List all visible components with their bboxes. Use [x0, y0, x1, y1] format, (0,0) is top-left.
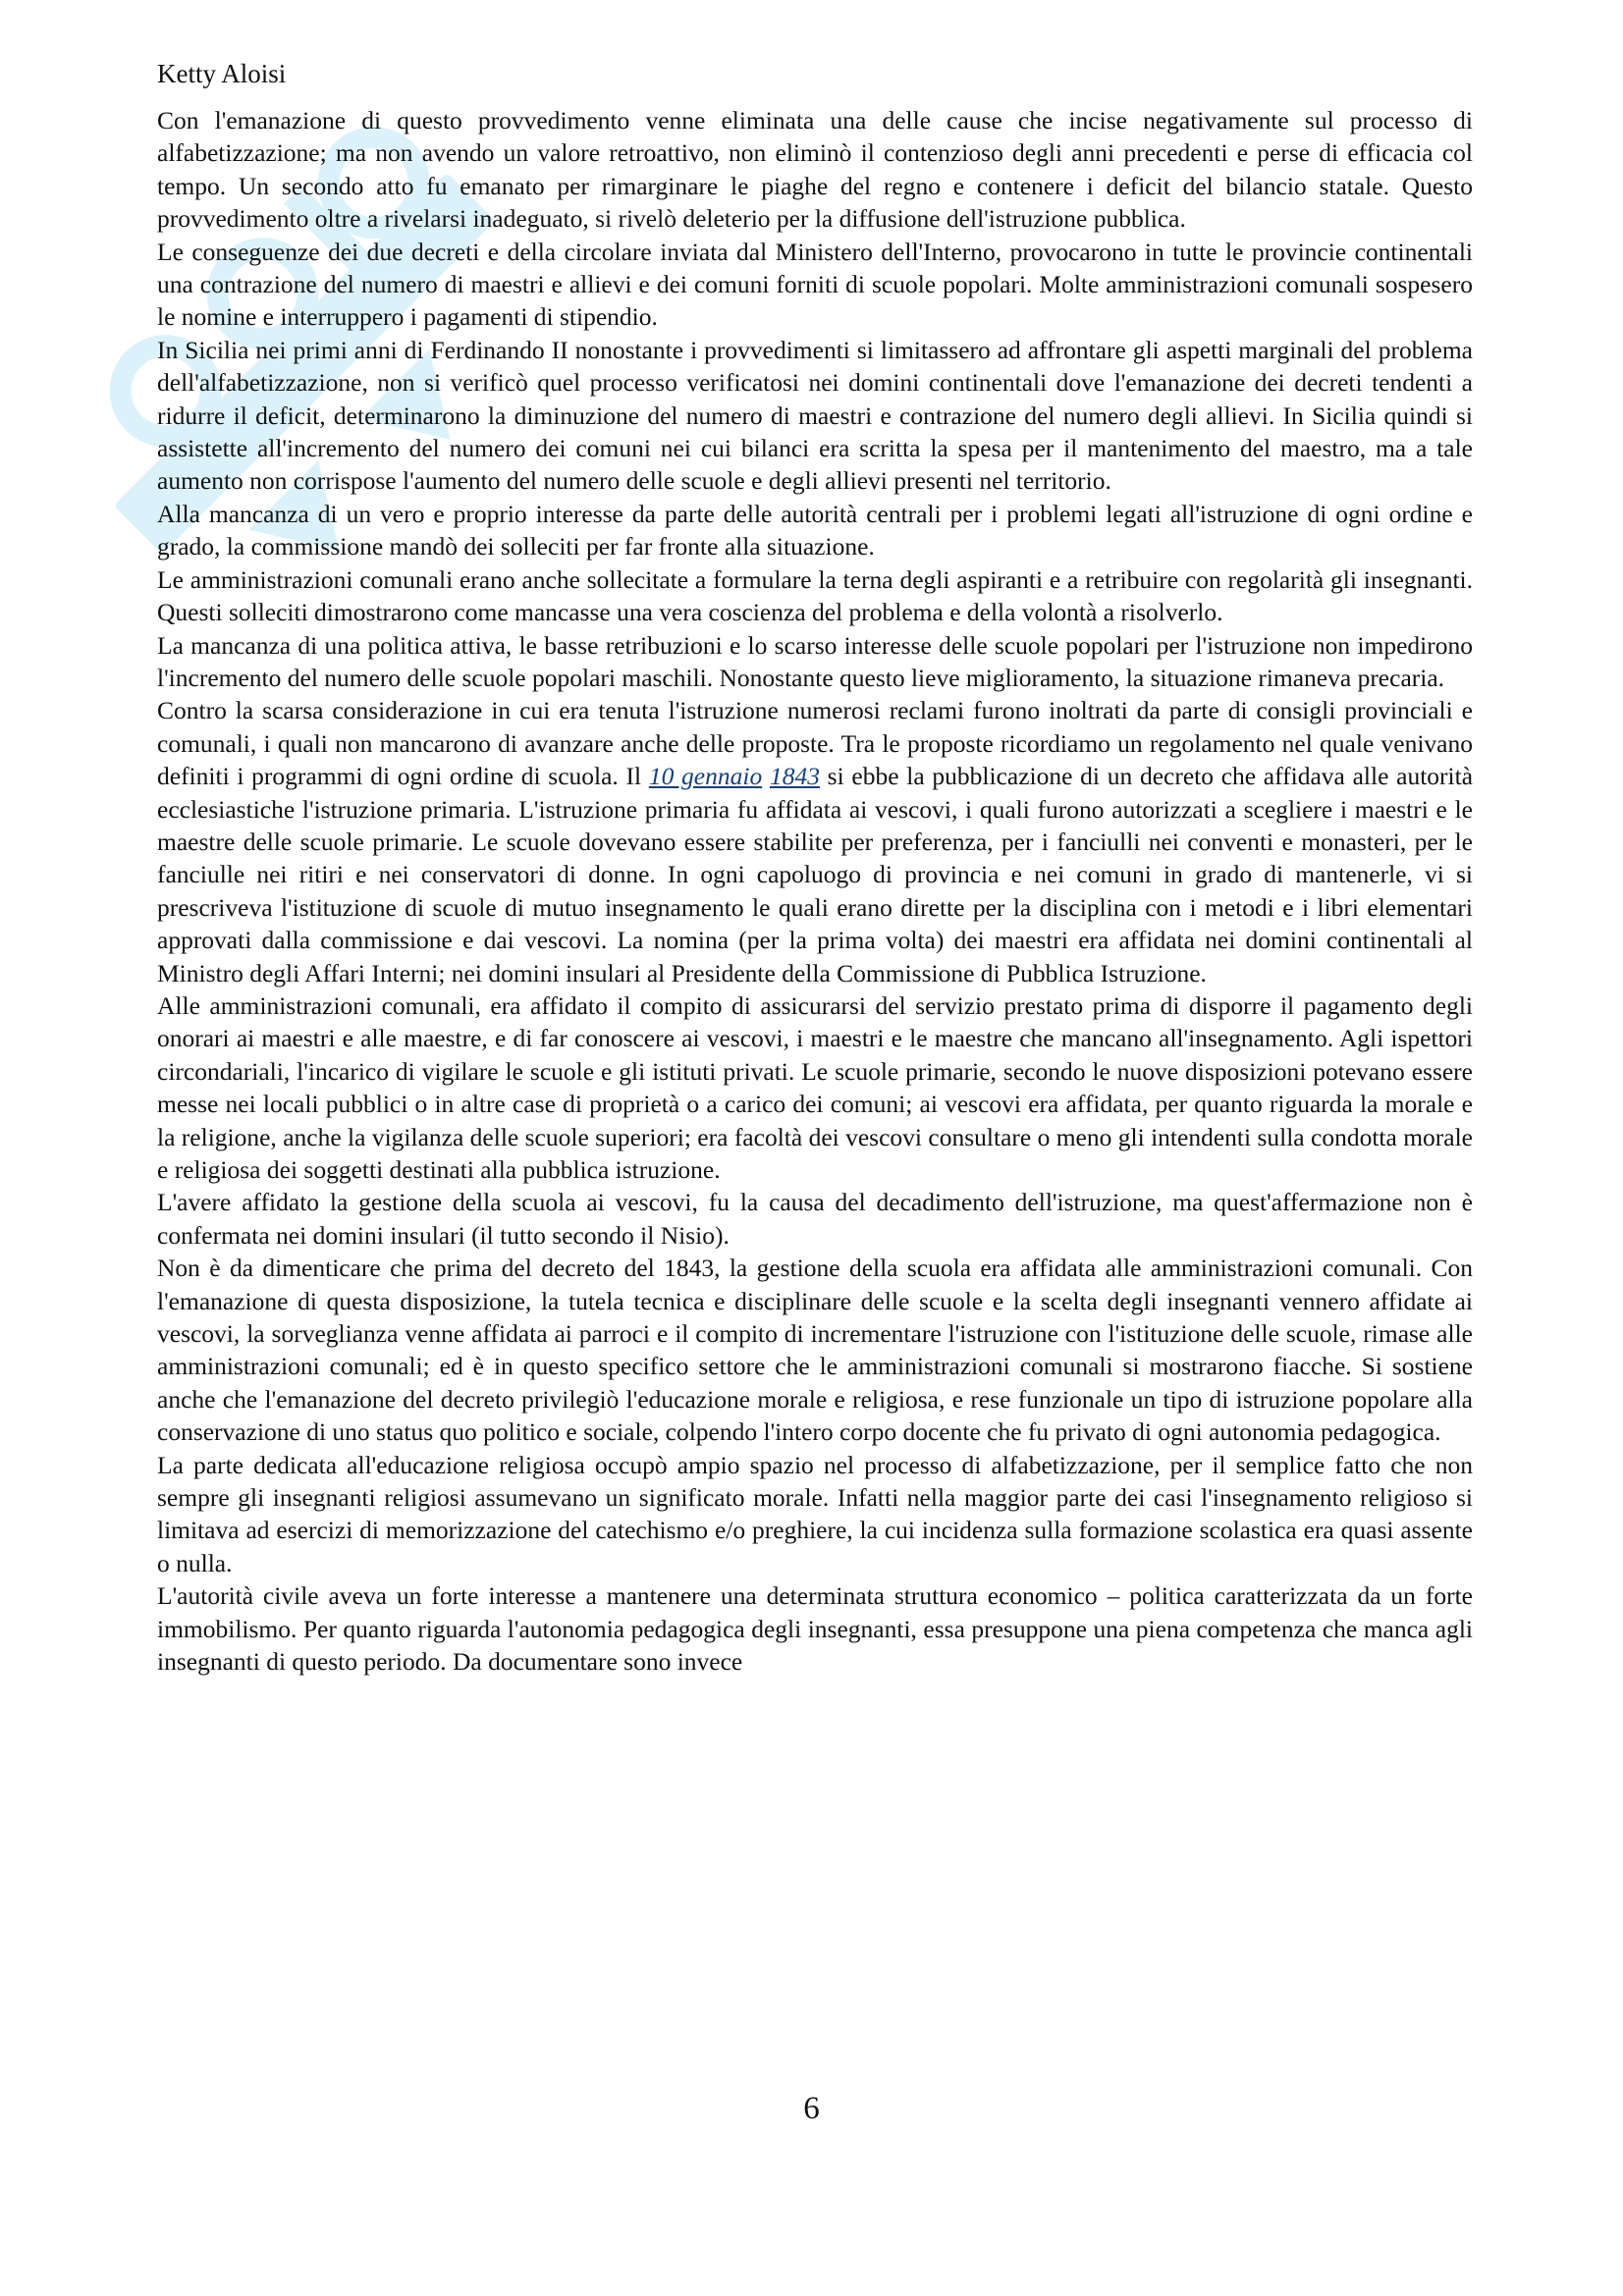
paragraph-7 — [157, 694, 1473, 989]
paragraph-9: L'avere affidato la gestione della scuola ai vescovi, fu la causa del decadimento dell'istruzione, ma quest'affermazione non è confermata nei domini insulari (il tutto secondo il Nisio). — [157, 1188, 1473, 1250]
date-link[interactable]: 10 gennaio — [648, 762, 763, 791]
year-link[interactable]: 1843 — [769, 762, 820, 791]
paragraph-3: In Sicilia nei primi anni di Ferdinando II nonostante i provvedimenti si limitassero ad affrontare gli aspetti marginali del problema dell'alfabetizzazione, non si verificò quel processo verificatosi nei domini continentali dove l'emanazione dei decreti tendenti a ridurre il deficit, determinarono la diminuzione del numero di maestri e contrazione del numero degli allievi. In Sicilia quindi si assistette all'incremento del numero dei comuni nei cui bilanci era scritta la spesa per il mantenimento del maestro, ma a tale aumento non corrispose l'aumento del numero delle scuole e degli allievi presenti nel territorio. — [157, 335, 1473, 496]
paragraph-11: La parte dedicata all'educazione religiosa occupò ampio spazio nel processo di alfabetizzazione, per il semplice fatto che non sempre gli insegnanti religiosi assumevano un significato morale. Infatti nella maggior parte dei casi l'insegnamento religioso si limitava ad esercizi di memorizzazione del catechismo e/o preghiere, la cui incidenza sulla formazione scolastica era quasi assente o nulla. — [157, 1450, 1473, 1577]
paragraph-7-text-before: Contro la scarsa considerazione in cui era tenuta l'istruzione numerosi reclami furono inoltrati da parte di consigli provinciali e comunali, i quali non mancarono di avanzare anche delle proposte. Tra le proposte ricordiamo un regolamento nel quale venivano definiti i programmi di ogni ordine di scuola. Il — [157, 696, 1473, 791]
paragraph-8: Alle amministrazioni comunali, era affidato il compito di assicurarsi del servizio prestato prima di disporre il pagamento degli onorari ai maestri e alle maestre, e di far conoscere ai vescovi, i maestri e le maestre che mancano all'insegnamento. Agli ispettori circondariali, l'incarico di vigilare le scuole e gli istituti privati. Le scuole primarie, secondo le nuove disposizioni potevano essere messe nei locali pubblici o in altre case di proprietà o a carico dei comuni; ai vescovi era affidata, per quanto riguarda la morale e la religione, anche la vigilanza delle scuole superiori; era facoltà dei vescovi consultare o meno gli intendenti sulla condotta morale e religiosa dei soggetti destinati alla pubblica istruzione. — [157, 990, 1473, 1184]
paragraph-1: Con l'emanazione di questo provvedimento venne eliminata una delle cause che incise negativamente sul processo di alfabetizzazione; ma non avendo un valore retroattivo, non eliminò il contenzioso degli anni precedenti e perse di efficacia col tempo. Un secondo atto fu emanato per rimarginare le piaghe del regno e contenere i deficit del bilancio statale. Questo provvedimento oltre a rivelarsi inadeguato, si rivelò deleterio per la diffusione dell'istruzione pubblica. — [157, 106, 1473, 234]
paragraph-12: L'autorità civile aveva un forte interesse a mantenere una determinata struttura economico – politica caratterizzata da un forte immobilismo. Per quanto riguarda l'autonomia pedagogica degli insegnanti, essa presuppone una piena competenza che manca agli insegnanti di questo periodo. Da documentare sono invece — [157, 1581, 1473, 1677]
paragraph-6: La mancanza di una politica attiva, le basse retribuzioni e lo scarso interesse delle scuole popolari per l'istruzione non impedirono l'incremento del numero delle scuole popolari maschili. Nonostante questo lieve miglioramento, la situazione rimaneva precaria. — [157, 630, 1473, 692]
document-body — [157, 57, 1473, 1679]
paragraph-5: Le amministrazioni comunali erano anche sollecitate a formulare la terna degli aspiranti e a retribuire con regolarità gli insegnanti. Questi solleciti dimostrarono come mancasse una vera coscienza del problema e della volontà a risolverlo. — [157, 564, 1473, 627]
paragraph-4: Alla mancanza di un vero e proprio interesse da parte delle autorità centrali per i problemi legati all'istruzione di ogni ordine e grado, la commissione mandò dei solleciti per far fronte alla situazione. — [157, 499, 1473, 561]
paragraph-7-text-after: si ebbe la pubblicazione di un decreto che affidava alle autorità ecclesiastiche l'istruzione primaria. L'istruzione primaria fu affidata ai vescovi, i quali furono autorizzati a scegliere i maestri e le maestre delle scuole primarie. Le scuole dovevano essere stabilite per preferenza, per i fanciulli nei conventi e monasteri, per le fanciulle nei ritiri e nei conservatori di donne. In ogni capoluogo di provincia e nei comuni in grado di mantenerle, vi si prescriveva l'istituzione di scuole di mutuo insegnamento le quali erano dirette per la disciplina con i metodi e i libri elementari approvati dalla commissione e dai vescovi. La nomina (per la prima volta) dei maestri era affidata nei domini continentali al Ministro degli Affari Interni; nei domini insulari al Presidente della Commissione di Pubblica Istruzione. — [157, 762, 1474, 988]
paragraph-7-space — [762, 762, 770, 790]
page-number: 6 — [803, 2091, 820, 2126]
author-name: Ketty Aloisi — [157, 59, 287, 88]
paragraph-2: Le conseguenze dei due decreti e della circolare inviata dal Ministero dell'Interno, provocarono in tutte le provincie continentali una contrazione del numero di maestri e allievi e dei comuni forniti di scuole popolari. Molte amministrazioni comunali sospesero le nomine e interruppero i pagamenti di stipendio. — [157, 237, 1473, 332]
paragraph-10: Non è da dimenticare che prima del decreto del 1843, la gestione della scuola era affidata alle amministrazioni comunali. Con l'emanazione di questa disposizione, la tutela tecnica e disciplinare delle scuole e la scelta degli insegnanti vennero affidate ai vescovi, la sorveglianza venne affidata ai parroci e il compito di incrementare l'istruzione con l'istituzione delle scuole, rimase alle amministrazioni comunali; ed è in questo specifico settore che le amministrazioni comunali si mostrarono fiacche. Si sostiene anche che l'emanazione del decreto privilegiò l'educazione morale e religiosa, e rese funzionale un tipo di istruzione popolare alla conservazione di uno status quo politico e sociale, colpendo l'intero corpo docente che fu privato di ogni autonomia pedagogica. — [157, 1254, 1473, 1447]
